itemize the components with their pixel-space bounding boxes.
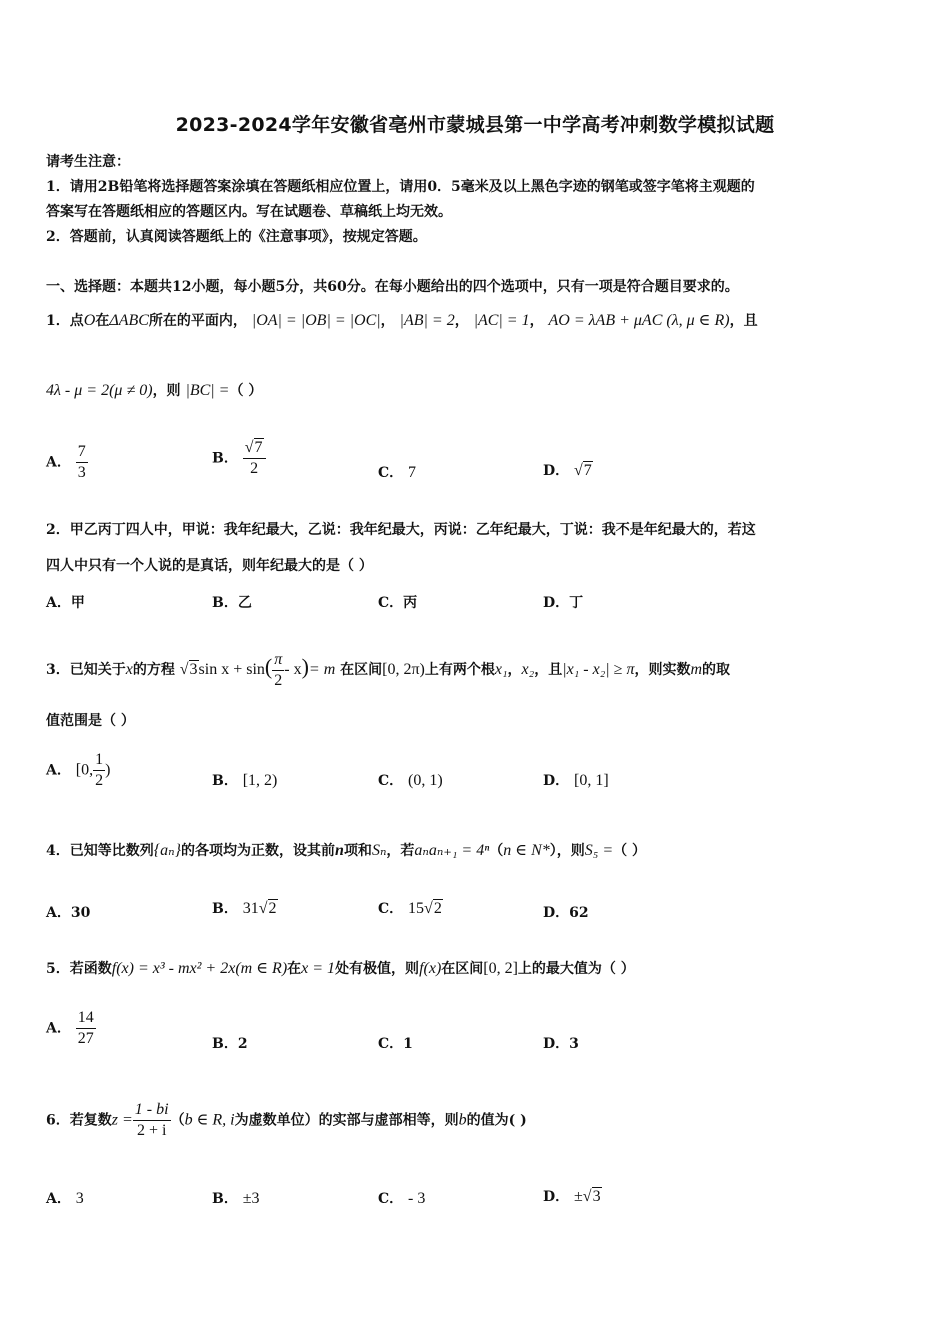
q1-equation-6: |BC| = [185, 382, 230, 399]
q1-equation-4: AO = λAB + μAC (λ, μ ∈ R) [548, 312, 730, 329]
q4-option-b[interactable]: B． 31√2 [212, 900, 277, 917]
q3-option-c[interactable]: C． (0, 1) [378, 772, 443, 789]
q5-option-a[interactable]: A． $\frac{14}{27}$ [46, 1009, 94, 1047]
q5-option-d[interactable]: D．3 [543, 1036, 579, 1052]
q6-option-b[interactable]: B． ±3 [212, 1190, 260, 1207]
q1-equation-5: 4λ - μ = 2(μ ≠ 0) [46, 382, 153, 399]
q2-option-b[interactable]: B．乙 [212, 595, 252, 611]
q3-option-d[interactable]: D． [0, 1] [543, 772, 609, 789]
q5-option-c[interactable]: C．1 [378, 1036, 413, 1052]
q3-option-b[interactable]: B． [1, 2) [212, 772, 278, 789]
question-3-line-2: 值范围是（ ） [46, 713, 135, 729]
question-3-line-1: 3．已知关于x的方程 √3sin x + sin( $\frac{\pi}{2}$ - x)= m 在区间[0, 2π)上有两个根x₁，x₂，且|x₁ - x₂| ≥ π，则实数m的取 [46, 651, 731, 689]
q4-option-a[interactable]: A．30 [46, 905, 91, 921]
question-4-line: 4．已知等比数列{aₙ}的各项均为正数，设其前n项和Sₙ，若aₙaₙ₊₁ = 4ⁿ（n ∈ N*），则S₅ =（ ） [46, 842, 646, 859]
q3-equation: √3sin x + sin( $\frac{\pi}{2}$ - x)= m [179, 651, 336, 689]
q6-option-a[interactable]: A． 3 [46, 1190, 84, 1207]
q4-option-d[interactable]: D．62 [543, 905, 589, 921]
q1-option-b[interactable]: B． $\frac{√7}{2}$ [212, 438, 266, 479]
q1-option-a[interactable]: A． $\frac{7}{3}$ [46, 443, 86, 481]
notice-item-2: 2．答题前，认真阅读答题纸上的《注意事项》，按规定答题。 [46, 229, 427, 245]
q6-option-d[interactable]: D． ±√3 [543, 1188, 601, 1205]
question-6-line: 6．若复数z = $\frac{1 - bi}{2 + i}$ （b ∈ R, i为虚数单位）的实部与虚部相等，则b的值为( ) [46, 1101, 527, 1139]
q1-option-a-fraction: $\frac{7}{3}$ [77, 443, 86, 481]
q1-equation-2: |AB| = 2 [399, 312, 455, 329]
notice-item-1-line-1: 1．请用2B铅笔将选择题答案涂填在答题纸相应位置上，请用0．5毫米及以上黑色字迹的钢笔或签字笔将主观题的 [46, 179, 755, 195]
q5-option-b[interactable]: B．2 [212, 1036, 248, 1052]
question-5-line: 5．若函数f(x) = x³ - mx² + 2x(m ∈ R)在x = 1处有极值，则f(x)在区间[0, 2]上的最大值为（ ） [46, 960, 635, 977]
q2-option-d[interactable]: D．丁 [543, 595, 584, 611]
q2-option-a[interactable]: A．甲 [46, 595, 85, 611]
question-2-line-2: 四人中只有一个人说的是真话，则年纪最大的是（ ） [46, 558, 373, 574]
q4-option-c[interactable]: C． 15√2 [378, 900, 442, 917]
q1-equation-3: |AC| = 1 [473, 312, 530, 329]
q1-option-c[interactable]: C． 7 [378, 464, 417, 481]
q2-option-c[interactable]: C．丙 [378, 595, 418, 611]
section-heading: 一、选择题：本题共12小题，每小题5分，共60分。在每小题给出的四个选项中，只有一项是符合题目要求的。 [46, 279, 739, 295]
question-2-line-1: 2．甲乙丙丁四人中，甲说：我年纪最大，乙说：我年纪最大，丙说：乙年纪最大，丁说：我不是年纪最大的，若这 [46, 522, 756, 538]
question-1-line-1: 1．点O在ΔABC所在的平面内， |OA| = |OB| = |OC|， |AB| = 2， |AC| = 1， AO = λAB + μAC (λ, μ ∈ R)，且 [46, 312, 758, 329]
q3-option-a[interactable]: A． [0, $\frac{1}{2}$ ) [46, 751, 111, 789]
question-1-line-2: 4λ - μ = 2(μ ≠ 0)，则 |BC| =（ ） [46, 382, 263, 399]
notice-item-1-line-2: 答案写在答题纸相应的答题区内。写在试题卷、草稿纸上均无效。 [46, 204, 452, 220]
q1-option-b-fraction: $\frac{√7}{2}$ [243, 438, 266, 479]
q1-equation-1: |OA| = |OB| = |OC| [251, 312, 381, 329]
q6-fraction: $\frac{1 - bi}{2 + i}$ [134, 1101, 169, 1139]
page-title: 2023-2024学年安徽省亳州市蒙城县第一中学高考冲刺数学模拟试题 [175, 114, 775, 136]
q1-option-d[interactable]: D． √7 [543, 462, 592, 479]
q6-option-c[interactable]: C． - 3 [378, 1190, 426, 1207]
notice-heading: 请考生注意： [46, 154, 130, 170]
